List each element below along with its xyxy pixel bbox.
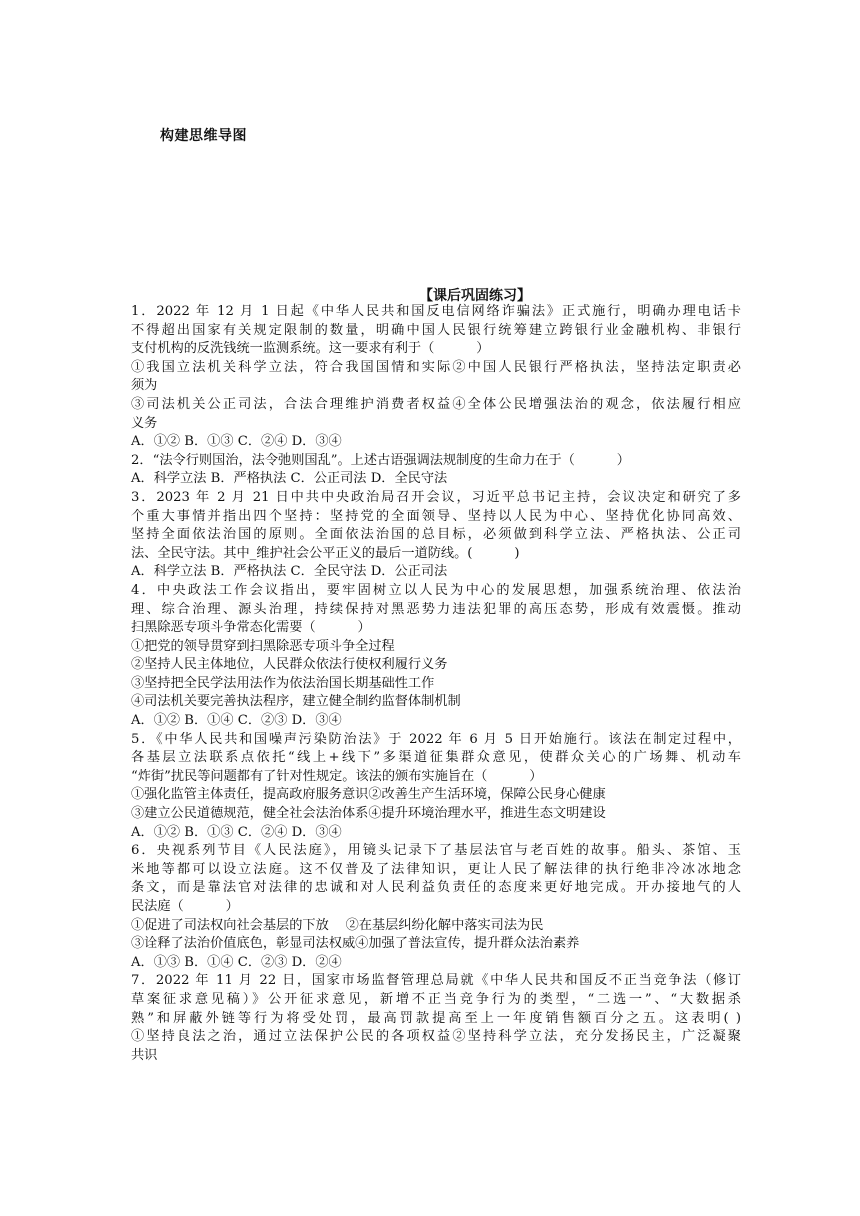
text-line: ②坚持人民主体地位，人民群众依法行使权利履行义务 — [131, 657, 448, 673]
text-line: 共识 — [131, 1047, 158, 1063]
text-line: 5．《中华人民共和国噪声污染防治法》于 2022 年 6 月 5 日开始施行。该法在制定过程中， — [131, 731, 741, 747]
text-line: 4．中央政法工作会议指出，要牢固树立以人民为中心的发展思想，加强系统治理、依法治 — [131, 582, 741, 598]
section-heading: 【课后巩固练习】 — [419, 288, 531, 304]
text-line: 坚持全面依法治国的原则。全面依法治国的总目标，必须做到科学立法、严格执法、公正司 — [131, 527, 741, 543]
text-line: 2．“法令行则国治，法令弛则国乱”。上述古语强调法规制度的生命力在于（ ） — [131, 452, 630, 468]
text-line: ①坚持良法之治，通过立法保护公民的各项权益②坚持科学立法，充分发扬民主，广泛凝聚 — [131, 1029, 741, 1045]
text-line: ①把党的领导贯穿到扫黑除恶专项斗争全过程 — [131, 638, 395, 654]
text-line: 各基层立法联系点依托“线上+线下”多渠道征集群众意见，使群众关心的广场舞、机动车 — [131, 750, 741, 766]
text-line: 须为 — [131, 378, 158, 394]
exercise-body — [131, 303, 741, 1065]
text-line: ①我国立法机关科学立法，符合我国国情和实际②中国人民银行严格执法，坚持法定职责必 — [131, 359, 741, 375]
text-line: A．科学立法 B．严格执法 C．公正司法 D．全民守法 — [131, 471, 448, 487]
text-line: 扫黑除恶专项斗争常态化需要（ ） — [131, 620, 371, 636]
text-line: 7．2022 年 11 月 22 日，国家市场监督管理总局就《中华人民共和国反不正当竞争法（修订 — [131, 973, 741, 989]
text-line: 法、全民守法。其中_维护社会公平正义的最后一道防线。( ) — [131, 545, 520, 561]
text-line: ①促进了司法权向社会基层的下放 ②在基层纠纷化解中落实司法为民 — [131, 917, 544, 933]
text-line: “炸街”扰民等问题都有了针对性规定。该法的颁布实施旨在（ ） — [131, 768, 543, 784]
text-line: A．①② B．①③ C．②④ D．③④ — [131, 434, 342, 450]
text-line: 米地等都可以设立法庭。这不仅普及了法律知识，更让人民了解法律的执行绝非冷冰冰地念 — [131, 861, 741, 877]
text-line: A．科学立法 B．严格执法 C．全民守法 D．公正司法 — [131, 564, 448, 580]
text-line: 个重大事情并指出四个坚持：坚持党的全面领导、坚持以人民为中心、坚持优化协同高效、 — [131, 508, 741, 524]
text-line: 1．2022 年 12 月 1 日起《中华人民共和国反电信网络诈骗法》正式施行，明确办理电话卡 — [131, 304, 741, 319]
text-line: 不得超出国家有关规定限制的数量，明确中国人民银行统筹建立跨银行业金融机构、非银行 — [131, 322, 741, 338]
text-line: 草案征求意见稿）》公开征求意见，新增不正当竞争行为的类型，“二选一”、“大数据杀 — [131, 991, 741, 1007]
text-line: 理、综合治理、源头治理，持续保持对黑恶势力违法犯罪的高压态势，形成有效震慑。推动 — [131, 601, 741, 617]
mindmap-heading: 构建思维导图 — [160, 128, 247, 144]
text-line: ①强化监管主体责任，提高政府服务意识②改善生产生活环境，保障公民身心健康 — [131, 787, 606, 803]
text-line: ③建立公民道德规范，健全社会法治体系④提升环境治理水平，推进生态文明建设 — [131, 806, 606, 822]
text-line: 熟”和屏蔽外链等行为将受处罚，最高罚款提高至上一年度销售额百分之五。这表明( ) — [131, 1010, 741, 1026]
text-line: A．①③ B．①④ C．②③ D．②④ — [131, 954, 342, 970]
text-line: 6．央视系列节目《人民法庭》，用镜头记录下了基层法官与老百姓的故事。船头、茶馆、玉 — [131, 843, 741, 859]
text-line: 3．2023 年 2 月 21 日中共中央政治局召开会议，习近平总书记主持，会议决定和研究了多 — [131, 489, 741, 505]
text-line: A．①② B．①④ C．②③ D．③④ — [131, 713, 342, 729]
text-line: A．①② B．①③ C．②④ D．③④ — [131, 824, 342, 840]
text-line: ③诠释了法治价值底色，彰显司法权威④加强了普法宣传，提升群众法治素养 — [131, 936, 580, 952]
text-line: ③坚持把全民学法用法作为依法治国长期基础性工作 — [131, 675, 435, 691]
text-line: ④司法机关要完善执法程序，建立健全制约监督体制机制 — [131, 694, 461, 710]
text-line: ③司法机关公正司法，合法合理维护消费者权益④全体公民增强法治的观念，依法履行相应 — [131, 396, 741, 412]
text-line: 义务 — [131, 415, 158, 431]
text-line: 支付机构的反洗钱统一监测系统。这一要求有利于（ ） — [131, 341, 490, 357]
text-line: 条文，而是靠法官对法律的忠诚和对人民利益负责任的态度来更好地完成。开办接地气的人 — [131, 880, 741, 896]
text-line: 民法庭（ ） — [131, 899, 239, 914]
